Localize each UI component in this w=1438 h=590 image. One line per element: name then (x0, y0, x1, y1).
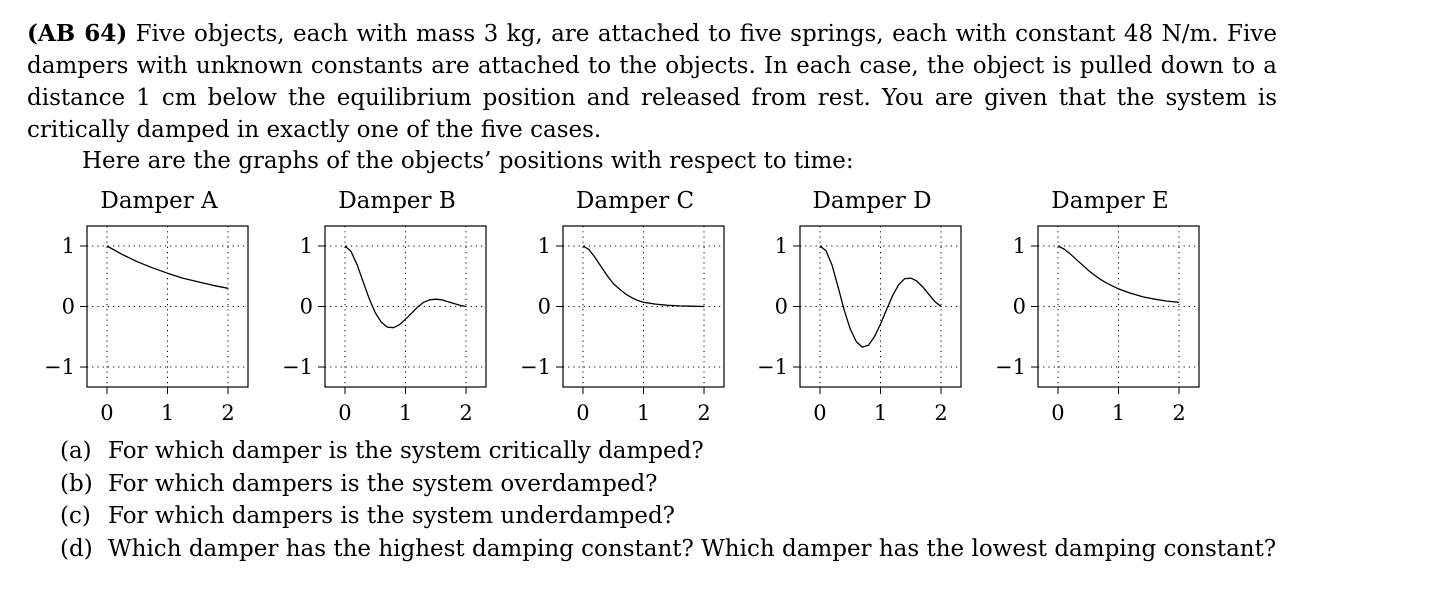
y-tick-label-b: 1 (299, 233, 313, 258)
y-tick-label-d: −1 (757, 355, 788, 380)
question-a (60, 435, 1276, 468)
plot-frame-a (87, 226, 248, 387)
y-tick-label-e: 1 (1012, 233, 1026, 258)
y-tick-label-c: 1 (537, 233, 551, 258)
x-tick-label-e: 2 (1172, 401, 1186, 425)
question-d (60, 533, 1276, 566)
plot-title-c: Damper C (575, 188, 695, 214)
x-tick-label-d: 1 (873, 401, 888, 425)
y-tick-label-a: 0 (61, 294, 75, 319)
question-b (60, 468, 1276, 501)
x-tick-label-d: 2 (934, 401, 948, 425)
x-tick-label-b: 0 (338, 401, 352, 425)
x-tick-label-a: 0 (100, 401, 114, 425)
x-tick-label-c: 1 (636, 401, 651, 425)
question-label: (b) (60, 470, 93, 497)
problem-text: Five objects, each with mass 3 kg, are attached to five springs, each with constant 48 N/m. Five dampers with unknown constants are attached to the objects. In each case, the object is pulled down to a distance 1 cm below the equilibrium position and released from rest. You are given that the system is critically damped in exactly one of the five cases. (27, 21, 1277, 143)
y-tick-label-e: 0 (1012, 294, 1026, 319)
y-tick-label-e: −1 (995, 355, 1026, 380)
y-tick-label-a: −1 (44, 355, 75, 380)
x-tick-label-a: 2 (221, 401, 235, 425)
problem-tag: (AB 64) (27, 20, 128, 47)
question-list (60, 435, 1276, 565)
x-tick-label-d: 0 (813, 401, 827, 425)
x-tick-label-b: 1 (398, 401, 413, 425)
plot-title-d: Damper D (812, 188, 932, 214)
question-text: Which damper has the highest damping constant? Which damper has the lowest damping constant? (108, 535, 1277, 562)
position-curve-c (583, 246, 704, 307)
y-tick-label-d: 1 (774, 233, 788, 258)
y-tick-label-b: −1 (282, 355, 313, 380)
question-label: (a) (60, 438, 92, 464)
y-tick-label-c: −1 (520, 355, 551, 380)
y-tick-label-b: 0 (299, 294, 313, 319)
x-tick-label-e: 1 (1111, 401, 1126, 425)
y-tick-label-d: 0 (774, 294, 788, 319)
question-label: (c) (60, 503, 91, 529)
question-text: For which dampers is the system overdamped? (108, 470, 658, 497)
plot-title-a: Damper A (100, 188, 218, 214)
plot-frame-e (1038, 226, 1199, 387)
x-tick-label-c: 2 (697, 401, 711, 425)
plot-title-b: Damper B (338, 188, 456, 214)
question-label: (d) (60, 535, 93, 562)
position-curve-d (820, 246, 941, 347)
y-tick-label-c: 0 (537, 294, 551, 319)
x-tick-label-b: 2 (459, 401, 473, 425)
x-tick-label-a: 1 (160, 401, 175, 425)
y-tick-label-a: 1 (61, 233, 75, 258)
plot-title-e: Damper E (1051, 188, 1169, 214)
x-tick-label-c: 0 (576, 401, 590, 425)
question-c (60, 500, 1276, 533)
x-tick-label-e: 0 (1051, 401, 1065, 425)
graphs-intro: Here are the graphs of the objects’ positions with respect to time: (82, 148, 854, 174)
question-text: For which dampers is the system underdamped? (108, 503, 676, 529)
question-text: For which damper is the system critically damped? (108, 438, 704, 464)
